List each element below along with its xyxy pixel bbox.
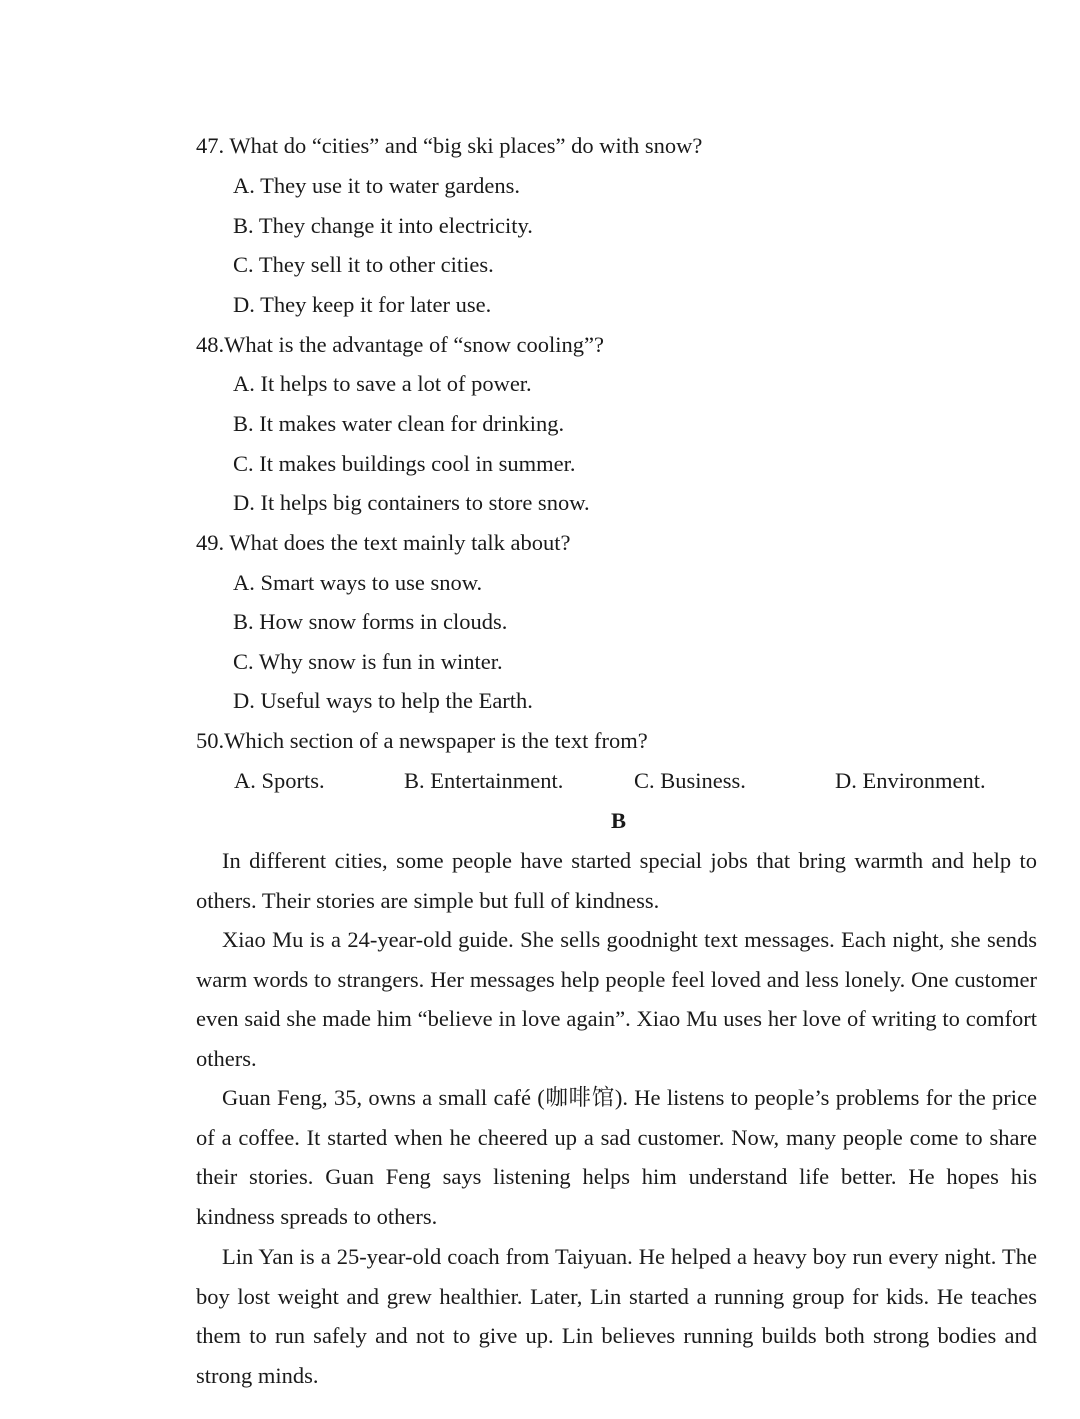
- section-heading: B: [610, 808, 626, 833]
- question-47-stem: 47. What do “cities” and “big ski places” do with snow?: [196, 133, 703, 158]
- question-48-option-b: B. It makes water clean for drinking.: [233, 411, 565, 436]
- question-47-option-b: B. They change it into electricity.: [233, 213, 533, 238]
- question-48-option-c: C. It makes buildings cool in summer.: [233, 451, 576, 476]
- question-48-stem: 48.What is the advantage of “snow cooling”?: [196, 332, 604, 357]
- question-50-option-a: A. Sports.: [234, 768, 325, 793]
- question-50-stem: 50.Which section of a newspaper is the text from?: [196, 728, 648, 753]
- question-47-option-c: C. They sell it to other cities.: [233, 252, 494, 277]
- question-47-option-d: D. They keep it for later use.: [233, 292, 492, 317]
- question-49-option-d: D. Useful ways to help the Earth.: [233, 688, 533, 713]
- question-50-option-d: D. Environment.: [835, 768, 986, 793]
- question-49-option-b: B. How snow forms in clouds.: [233, 609, 508, 634]
- question-50-option-c: C. Business.: [634, 768, 746, 793]
- paragraph-lin-yan: Lin Yan is a 25-year-old coach from Taiyuan. He helped a heavy boy run every night. The boy lost weight and grew healthier. Later, Lin started a running group for kids. He teaches them to run safely and not to give up. Lin believes running builds both strong bodies and strong minds.: [196, 1244, 1037, 1388]
- paragraph-xiao-mu: Xiao Mu is a 24-year-old guide. She sells goodnight text messages. Each night, she sends warm words to strangers. Her messages help people feel loved and less lonely. One customer even said she made him “believe in love again”. Xiao Mu uses her love of writing to comfort others.: [196, 927, 1037, 1071]
- question-50-option-b: B. Entertainment.: [404, 768, 564, 793]
- question-49-option-c: C. Why snow is fun in winter.: [233, 649, 503, 674]
- question-49-stem: 49. What does the text mainly talk about?: [196, 530, 571, 555]
- question-48-option-d: D. It helps big containers to store snow.: [233, 490, 590, 515]
- paragraph-intro: In different cities, some people have started special jobs that bring warmth and help to others. Their stories are simple but full of kindness.: [196, 848, 1037, 913]
- paragraph-guan-feng: Guan Feng, 35, owns a small café (咖啡馆). He listens to people’s problems for the price of a coffee. It started when he cheered up a sad customer. Now, many people come to share their stories. Guan Feng says listening helps him understand life better. He hopes his kindness spreads to others.: [196, 1085, 1037, 1229]
- question-48-option-a: A. It helps to save a lot of power.: [233, 371, 532, 396]
- question-47-option-a: A. They use it to water gardens.: [233, 173, 521, 198]
- question-49-option-a: A. Smart ways to use snow.: [233, 570, 483, 595]
